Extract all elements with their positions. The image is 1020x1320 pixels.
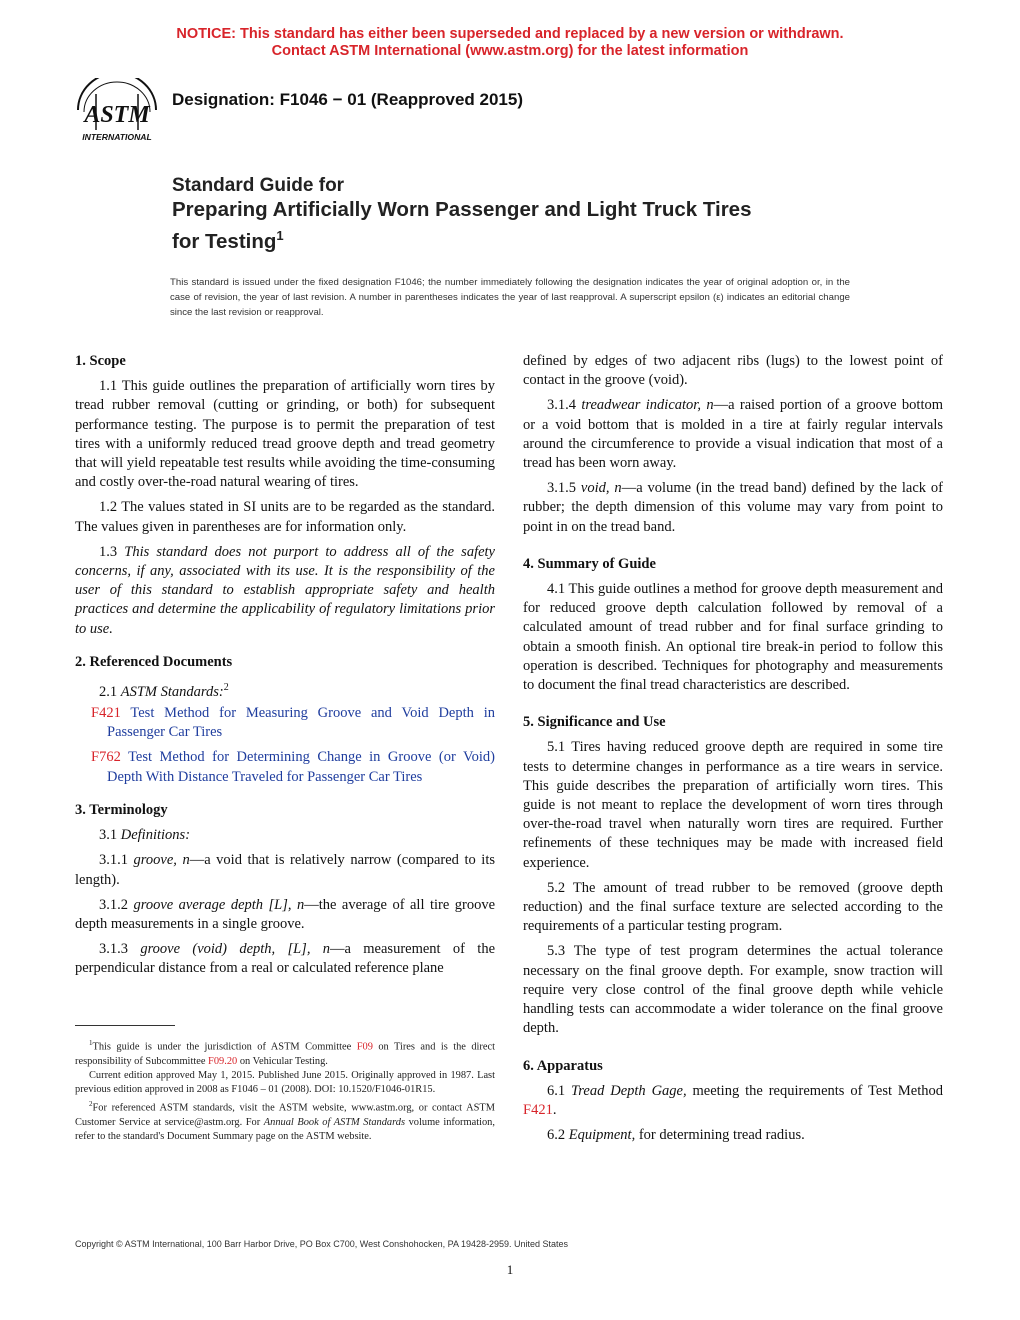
section-heading-summary: 4. Summary of Guide xyxy=(523,555,656,572)
footnote-1 xyxy=(75,1036,495,1069)
reference-title-link[interactable]: Test Method for Measuring Groove and Void Depth in Passenger Car Tires xyxy=(107,705,495,741)
footnote-2 xyxy=(75,1097,495,1144)
title-line-2: Preparing Artificially Worn Passenger and Light Truck Tires xyxy=(172,198,752,221)
left-column xyxy=(75,352,495,985)
definition-3-1-5 xyxy=(523,479,943,537)
reference-code-link[interactable]: F421 xyxy=(91,705,121,722)
paragraph-text-end: . xyxy=(552,1101,557,1118)
definition-term: groove, n xyxy=(133,852,190,869)
paragraph-2-1 xyxy=(75,678,495,702)
reference-item-f762[interactable] xyxy=(75,748,495,786)
notice-line-1: NOTICE: This standard has either been superseded and replaced by a new version or withdrawn. xyxy=(176,26,844,42)
issuance-statement: This standard is issued under the fixed designation F1046; the number immediately following the designation indicates the year of original adoption or, in the case of revision, the year of last revision. A number in parentheses indicates the year of last reapproval. A superscript epsilon (ε) indicates an editorial change since the last revision or reapproval. xyxy=(170,277,850,318)
definition-term: void, n xyxy=(580,480,622,497)
section-heading-scope: 1. Scope xyxy=(75,353,126,369)
definition-3-1-1 xyxy=(75,851,495,889)
paragraph-term: Tread Depth Gage, xyxy=(571,1082,687,1099)
paragraph-5-3: 5.3 The type of test program determines the actual tolerance necessary on the final groove depth. For example, snow traction will require very close control of the final groove depth while vehicle handling tests can accommodate a wider tolerance on the final groove depth. xyxy=(523,943,943,1037)
logo-mark: ASTM xyxy=(84,102,150,128)
paragraph-4-1: 4.1 This guide outlines a method for groove depth measurement and for reduced groove depth calculation followed by removal of a calculated amount of tread rubber and for final surface grinding to obtain a smooth finish. An optional tire break-in period to follow this operation is described. Techniques for photography and measurements to document the final tread characteristics are described. xyxy=(523,581,943,694)
footnote-2-italic: Annual Book of ASTM Standards xyxy=(263,1116,406,1128)
section-heading-apparatus: 6. Apparatus xyxy=(523,1057,603,1074)
paragraph-6-2 xyxy=(523,1126,943,1145)
reference-code-link[interactable]: F762 xyxy=(91,749,121,766)
definition-number: 3.1.2 xyxy=(99,896,134,913)
reference-title-link[interactable]: Test Method for Determining Change in Groove (or Void) Depth With Distance Traveled for Passenger Car Tires xyxy=(107,749,495,785)
footnote-2-mark: 2 xyxy=(89,1100,93,1109)
right-column xyxy=(523,352,943,1151)
definition-3-1-4 xyxy=(523,396,943,473)
designation: Designation: F1046 − 01 (Reapproved 2015) xyxy=(172,90,523,109)
astm-logo xyxy=(74,78,160,144)
page-number: 1 xyxy=(506,1262,514,1277)
paragraph-1-3-text: This standard does not purport to address all of the safety concerns, if any, associated with its use. It is the responsibility of the user of this standard to establish appropriate safety and health practices and determine the applicability of regulatory limitations prior to use. xyxy=(75,543,495,637)
footnote-1-text: on Tires and is the direct responsibility of Subcommittee xyxy=(75,1041,495,1067)
logo-subtext: INTERNATIONAL xyxy=(82,132,152,142)
reference-item-f421[interactable] xyxy=(75,704,495,742)
definition-3-1-3 xyxy=(75,940,495,978)
subcommittee-link[interactable]: F09.20 xyxy=(208,1055,238,1067)
footnote-2-text: volume information, refer to the standard's Document Summary page on the ASTM website. xyxy=(75,1116,495,1143)
definition-3-1-3-continued: defined by edges of two adjacent ribs (lugs) to the lowest point of contact in the groove (void). xyxy=(523,353,943,389)
notice-line-2: Contact ASTM International (www.astm.org) for the latest information xyxy=(271,43,749,59)
footnote-1-mark: 1 xyxy=(89,1039,93,1047)
committee-link[interactable]: F09 xyxy=(356,1041,373,1053)
definition-text: —a void that is relatively narrow (compared to its length). xyxy=(75,852,495,888)
footnotes xyxy=(75,1036,495,1144)
paragraph-5-1: 5.1 Tires having reduced groove depth are required in some tire tests to determine changes in performance as a tire wears in service. This guide describes the preparation of artificially worn tires. This guide is not meant to replace the development of worn tires through over-the-road travel when naturally worn tires are required. Further refinements of these techniques may be made with increased field experience. xyxy=(523,739,943,871)
footnote-1-text: on Vehicular Testing. xyxy=(237,1055,328,1067)
definition-term: groove (void) depth, [L], n xyxy=(140,941,331,958)
footnote-2-text: For referenced ASTM standards, visit the ASTM website, www.astm.org, or contact ASTM Customer Service at service@astm.org. For xyxy=(75,1102,495,1128)
definition-number: 3.1.5 xyxy=(547,480,581,497)
section-heading-terminology: 3. Terminology xyxy=(75,801,168,818)
section-heading-referenced-documents: 2. Referenced Documents xyxy=(75,653,233,670)
paragraph-1-3 xyxy=(75,543,495,639)
title-line-1: Standard Guide for xyxy=(172,175,345,196)
footnote-rule xyxy=(75,1025,175,1026)
definition-3-1-2 xyxy=(75,896,495,934)
paragraph-1-2: 1.2 The values stated in SI units are to be regarded as the standard. The values given in parentheses are for information only. xyxy=(75,499,495,535)
paragraph-1-3-number: 1.3 xyxy=(99,543,125,560)
definition-number: 3.1.3 xyxy=(99,941,141,958)
definition-term: treadwear indicator, n xyxy=(581,397,714,414)
footnote-1-text: This guide is under the jurisdiction of ASTM Committee xyxy=(92,1041,357,1053)
footnote-1-edition: Current edition approved May 1, 2015. Published June 2015. Originally approved in 1987. Last previous edition approved in 2008 as F1046 – 01 (2008). DOI: 10.1520/F1046-01R15. xyxy=(75,1069,495,1096)
definition-text: —a measurement of the perpendicular distance from a real or calculated reference plane xyxy=(75,941,495,977)
paragraph-3-1-number: 3.1 xyxy=(99,827,121,844)
paragraph-2-1-number: 2.1 xyxy=(99,683,121,700)
paragraph-number: 6.1 xyxy=(547,1082,572,1099)
definition-text: —a volume (in the tread band) defined by the lack of rubber; the depth dimension of this volume may vary from point to point in on the tread band. xyxy=(523,480,944,535)
paragraph-2-1-text: ASTM Standards: xyxy=(120,683,224,700)
paragraph-6-1 xyxy=(523,1082,943,1120)
definition-text: —a raised portion of a groove bottom or a void bottom that is molded in a tire at fairly regular intervals around the circumference to provide a visual indication that most of a tread has been worn away. xyxy=(523,397,944,472)
paragraph-text: for determining tread radius. xyxy=(635,1127,805,1144)
paragraph-text: meeting the requirements of Test Method xyxy=(686,1082,943,1099)
paragraph-number: 6.2 xyxy=(547,1127,569,1144)
definition-number: 3.1.4 xyxy=(547,397,582,414)
paragraph-term: Equipment, xyxy=(568,1127,636,1144)
f421-link[interactable]: F421 xyxy=(523,1101,553,1118)
paragraph-3-1 xyxy=(75,826,495,845)
definition-number: 3.1.1 xyxy=(99,852,134,869)
footnote-2-mark: 2 xyxy=(223,682,229,694)
section-heading-significance: 5. Significance and Use xyxy=(523,714,666,731)
title-footnote-mark: 1 xyxy=(276,228,284,243)
title-line-3: for Testing xyxy=(172,229,277,253)
document-title xyxy=(172,175,751,255)
withdrawal-notice xyxy=(0,26,1020,60)
paragraph-3-1-text: Definitions: xyxy=(120,827,191,844)
paragraph-5-2: 5.2 The amount of tread rubber to be removed (groove depth reduction) and the final surface texture are selected according to the requirements of a particular testing program. xyxy=(523,879,943,935)
copyright-line: Copyright © ASTM International, 100 Barr Harbor Drive, PO Box C700, West Conshohocken, PA 19428-2959. United States xyxy=(75,1239,569,1249)
definition-text: —the average of all tire groove depth measurements in a single groove. xyxy=(75,896,495,932)
paragraph-1-1: 1.1 This guide outlines the preparation of artificially worn tires by tread rubber removal (cutting or grinding, or both) for subsequent performance testing. The purpose is to permit the preparation of test tires with a uniformly reduced tread groove depth and tread geometry that will yield repeatable test results while avoiding the time-consuming and costly over-the-road natural wearing of tires. xyxy=(75,378,495,491)
definition-term: groove average depth [L], n xyxy=(133,896,305,913)
